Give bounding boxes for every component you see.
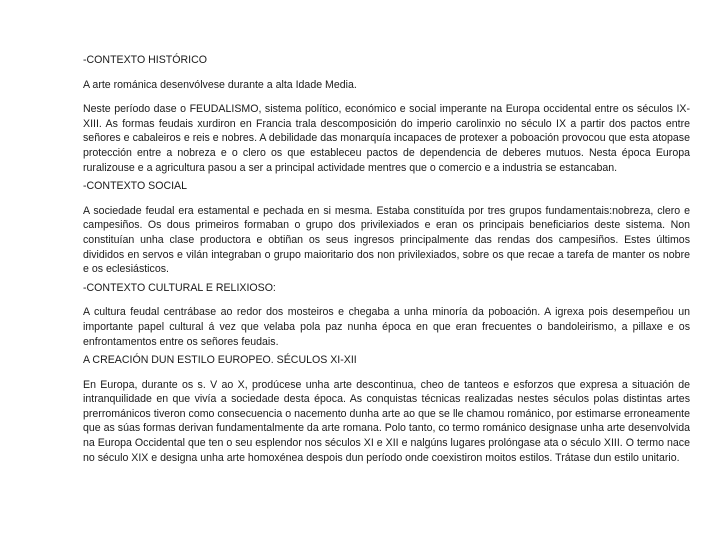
paragraph-intro: A arte románica desenvólvese durante a alta Idade Media. [83,78,357,91]
heading-historical-context: -CONTEXTO HISTÓRICO [83,54,207,66]
heading-european-style: A CREACIÓN DUN ESTILO EUROPEO. SÉCULOS XI-XII [83,354,357,367]
heading-cultural-context: -CONTEXTO CULTURAL E RELIXIOSO: [83,281,276,294]
heading-social-context: -CONTEXTO SOCIAL [83,180,187,193]
paragraph-feudalism: Neste período dase o FEUDALISMO, sistema político, económico e social imperante na Europa occidental entre os séculos IX-XIII. As formas feudais xurdiron en Francia trala descomposición do imperio carolinxio no século IX a partir dos pactos entre señores e cabaleiros e reis e nobres. A debilidade das monarquía incapaces de protexer a poboación provocou que esta atopase protección entre a nobreza e o clero os que estableceu pactos de dependencia de deberes mutuos. Nesta época Europa ruralizouse e a agricultura pasou a ser a principal actividade mentres que o comercio e a industria se estancaban. [83,103,690,174]
paragraph-culture: A cultura feudal centrábase ao redor dos mosteiros e chegaba a unha minoría da poboación. A igrexa pois desempeñou un importante papel cultural á vez que velaba pola paz nunha época en que eran frecuentes o bandoleirismo, a pillaxe e os enfrontamentos entre os señores feudais. [83,306,690,348]
document-page [83,53,690,475]
paragraph-society: A sociedade feudal era estamental e pechada en si mesma. Estaba constituída por tres grupos fundamentais:nobreza, clero e campesiños. Os dous primeiros formaban o grupo dos privilexiados e eran os principais beneficiarios deste sistema. Non constituían unha clase productora e obtiñan os seus ingresos principalmente das rendas dos campesiños. Estes últimos divididos en servos e vilán integraban o grupo maioritario dos non privilexiados, sobre os que recae a tarefa de manter os nobre e os eclesiásticos. [83,204,690,276]
paragraph-romanesque: En Europa, durante os s. V ao X, prodúcese unha arte descontinua, cheo de tanteos e esforzos que expresa a situación de intranquilidade en que vivía a sociedade desta época. As conquistas técnicas realizadas nestes séculos polas distintas artes prerrománicos tiveron como consecuencia o nacemento dunha arte ao que se lle chamou románico, por estimarse erroneamente que as súas formas derivan fundamentalmente da arte romana. Polo tanto, co termo románico designase unha arte desenvolvida na Europa Occidental que ten o seu esplendor nos séculos XI e XII e nalgúns lugares prolóngase ata o século XIII. O termo nace no século XIX e designa unha arte homoxénea despois dun período onde coexistiron moitos estilos. Trátase dun estilo unitario. [83,378,690,464]
